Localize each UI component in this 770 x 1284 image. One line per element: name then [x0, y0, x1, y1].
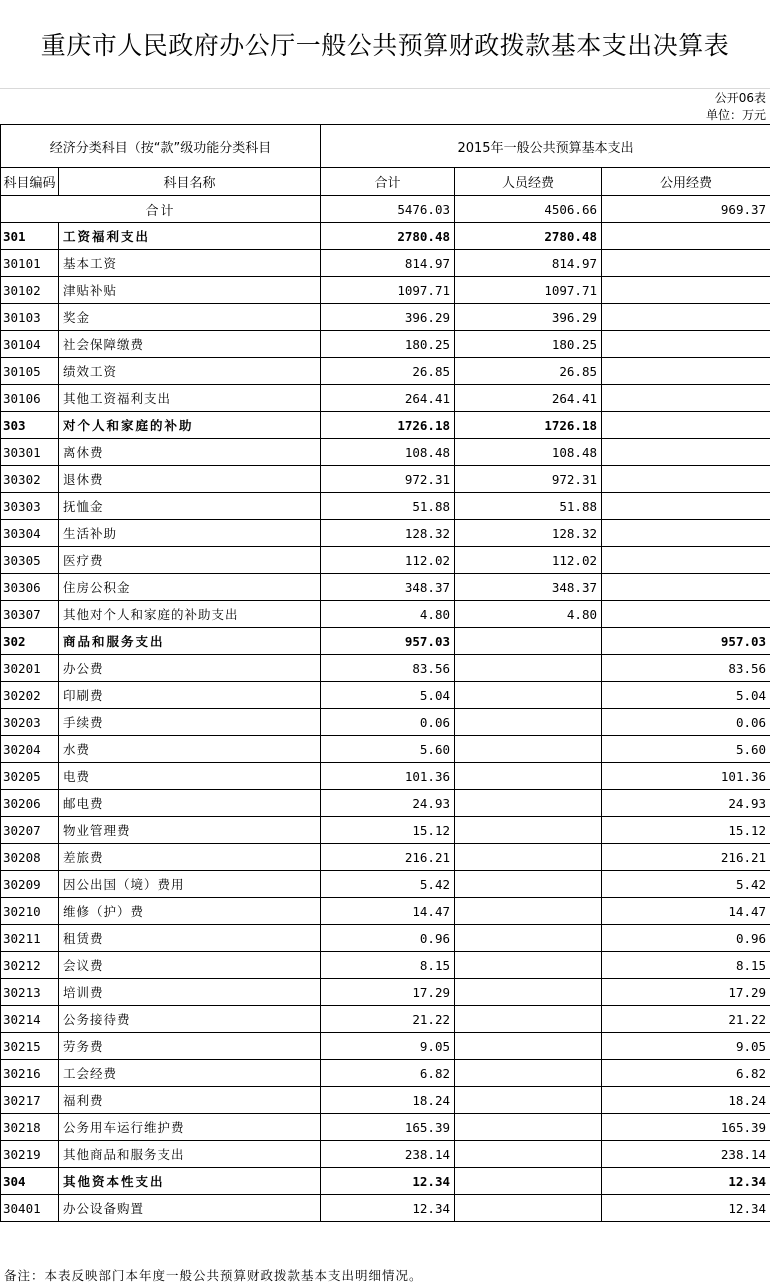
page-title: 重庆市人民政府办公厅一般公共预算财政拨款基本支出决算表 [0, 0, 770, 89]
row-personnel: 108.48 [455, 439, 602, 466]
row-total: 348.37 [321, 574, 455, 601]
row-personnel [455, 844, 602, 871]
row-code: 30205 [1, 763, 59, 790]
row-name: 其他对个人和家庭的补助支出 [59, 601, 321, 628]
row-name: 基本工资 [59, 250, 321, 277]
row-personnel: 26.85 [455, 358, 602, 385]
table-row [1, 412, 770, 439]
row-public: 0.06 [602, 709, 770, 736]
row-personnel: 264.41 [455, 385, 602, 412]
code-header: 科目编码 [1, 168, 59, 196]
table-row [1, 520, 770, 547]
row-name: 离休费 [59, 439, 321, 466]
table-row [1, 817, 770, 844]
row-total: 12.34 [321, 1195, 455, 1222]
row-total: 5.60 [321, 736, 455, 763]
table-row [1, 547, 770, 574]
row-code: 30103 [1, 304, 59, 331]
row-name: 退休费 [59, 466, 321, 493]
row-code: 30305 [1, 547, 59, 574]
row-total: 0.96 [321, 925, 455, 952]
table-row [1, 1168, 770, 1195]
row-total: 14.47 [321, 898, 455, 925]
row-code: 30211 [1, 925, 59, 952]
row-public [602, 601, 770, 628]
table-row [1, 1195, 770, 1222]
row-name: 电费 [59, 763, 321, 790]
row-code: 30104 [1, 331, 59, 358]
table-row [1, 385, 770, 412]
row-total: 108.48 [321, 439, 455, 466]
row-total: 24.93 [321, 790, 455, 817]
row-public [602, 331, 770, 358]
total-row-total: 5476.03 [321, 196, 455, 223]
row-personnel [455, 628, 602, 655]
row-personnel [455, 790, 602, 817]
row-public [602, 358, 770, 385]
row-name: 对个人和家庭的补助 [59, 412, 321, 439]
row-personnel [455, 1141, 602, 1168]
row-personnel [455, 1087, 602, 1114]
row-code: 30219 [1, 1141, 59, 1168]
row-public: 17.29 [602, 979, 770, 1006]
row-code: 30201 [1, 655, 59, 682]
row-code: 30210 [1, 898, 59, 925]
row-public [602, 493, 770, 520]
row-total: 18.24 [321, 1087, 455, 1114]
row-personnel [455, 1006, 602, 1033]
row-code: 30213 [1, 979, 59, 1006]
row-public: 6.82 [602, 1060, 770, 1087]
row-total: 180.25 [321, 331, 455, 358]
row-name: 办公费 [59, 655, 321, 682]
row-public [602, 574, 770, 601]
row-public [602, 439, 770, 466]
table-row [1, 628, 770, 655]
row-personnel [455, 1168, 602, 1195]
row-name: 住房公积金 [59, 574, 321, 601]
table-row [1, 574, 770, 601]
row-public: 5.04 [602, 682, 770, 709]
row-code: 30216 [1, 1060, 59, 1087]
row-public [602, 547, 770, 574]
row-name: 物业管理费 [59, 817, 321, 844]
row-public [602, 412, 770, 439]
row-code: 30307 [1, 601, 59, 628]
row-name: 公务用车运行维护费 [59, 1114, 321, 1141]
row-code: 30301 [1, 439, 59, 466]
row-personnel [455, 1033, 602, 1060]
table-row [1, 763, 770, 790]
total-row-personnel: 4506.66 [455, 196, 602, 223]
row-personnel [455, 952, 602, 979]
row-total: 21.22 [321, 1006, 455, 1033]
row-public: 957.03 [602, 628, 770, 655]
row-public [602, 385, 770, 412]
table-row [1, 601, 770, 628]
econ-class-header: 经济分类科目（按“款”级功能分类科目 [1, 125, 321, 168]
row-name: 生活补助 [59, 520, 321, 547]
row-total: 2780.48 [321, 223, 455, 250]
row-name: 抚恤金 [59, 493, 321, 520]
name-header: 科目名称 [59, 168, 321, 196]
table-row [1, 736, 770, 763]
row-code: 30303 [1, 493, 59, 520]
row-personnel [455, 682, 602, 709]
row-personnel: 1726.18 [455, 412, 602, 439]
row-code: 30207 [1, 817, 59, 844]
expenditure-table [0, 124, 770, 1222]
row-public: 216.21 [602, 844, 770, 871]
row-name: 绩效工资 [59, 358, 321, 385]
row-personnel: 814.97 [455, 250, 602, 277]
row-total: 12.34 [321, 1168, 455, 1195]
row-code: 30209 [1, 871, 59, 898]
row-code: 30215 [1, 1033, 59, 1060]
row-public [602, 277, 770, 304]
row-personnel [455, 1060, 602, 1087]
row-public: 18.24 [602, 1087, 770, 1114]
table-row [1, 466, 770, 493]
row-public: 12.34 [602, 1168, 770, 1195]
row-name: 商品和服务支出 [59, 628, 321, 655]
public-header: 公用经费 [602, 168, 770, 196]
table-row [1, 1006, 770, 1033]
row-personnel [455, 655, 602, 682]
row-name: 租赁费 [59, 925, 321, 952]
row-code: 30302 [1, 466, 59, 493]
row-public: 101.36 [602, 763, 770, 790]
row-total: 972.31 [321, 466, 455, 493]
row-total: 26.85 [321, 358, 455, 385]
row-public: 0.96 [602, 925, 770, 952]
row-public: 21.22 [602, 1006, 770, 1033]
row-name: 工会经费 [59, 1060, 321, 1087]
table-row [1, 331, 770, 358]
total-header: 合计 [321, 168, 455, 196]
row-personnel [455, 979, 602, 1006]
row-name: 印刷费 [59, 682, 321, 709]
unit-label [0, 106, 770, 123]
row-total: 5.42 [321, 871, 455, 898]
row-code: 30102 [1, 277, 59, 304]
row-public [602, 520, 770, 547]
table-row [1, 1060, 770, 1087]
row-total: 4.80 [321, 601, 455, 628]
table-row [1, 493, 770, 520]
row-personnel: 396.29 [455, 304, 602, 331]
row-personnel [455, 709, 602, 736]
row-personnel: 1097.71 [455, 277, 602, 304]
form-number [0, 89, 770, 106]
row-total: 6.82 [321, 1060, 455, 1087]
header-row-1 [1, 125, 770, 168]
row-total: 1726.18 [321, 412, 455, 439]
row-personnel: 348.37 [455, 574, 602, 601]
row-total: 5.04 [321, 682, 455, 709]
table-row [1, 655, 770, 682]
row-name: 手续费 [59, 709, 321, 736]
form-number-text: 公开06表 [714, 91, 766, 105]
row-code: 30203 [1, 709, 59, 736]
unit-text: 单位：万元 [705, 108, 766, 122]
row-name: 医疗费 [59, 547, 321, 574]
table-row [1, 871, 770, 898]
row-personnel: 128.32 [455, 520, 602, 547]
row-code: 30208 [1, 844, 59, 871]
row-name: 水费 [59, 736, 321, 763]
row-total: 396.29 [321, 304, 455, 331]
table-row [1, 952, 770, 979]
row-public: 9.05 [602, 1033, 770, 1060]
row-total: 0.06 [321, 709, 455, 736]
row-code: 30217 [1, 1087, 59, 1114]
table-row [1, 1141, 770, 1168]
row-total: 112.02 [321, 547, 455, 574]
table-row [1, 358, 770, 385]
header-row-2 [1, 168, 770, 196]
row-total: 128.32 [321, 520, 455, 547]
row-total: 83.56 [321, 655, 455, 682]
row-public [602, 466, 770, 493]
row-code: 303 [1, 412, 59, 439]
row-name: 维修（护）费 [59, 898, 321, 925]
table-row [1, 250, 770, 277]
row-personnel: 4.80 [455, 601, 602, 628]
row-public [602, 223, 770, 250]
row-total: 15.12 [321, 817, 455, 844]
row-code: 30206 [1, 790, 59, 817]
row-public: 15.12 [602, 817, 770, 844]
row-name: 奖金 [59, 304, 321, 331]
row-personnel [455, 925, 602, 952]
row-code: 30306 [1, 574, 59, 601]
row-code: 30204 [1, 736, 59, 763]
row-code: 30218 [1, 1114, 59, 1141]
table-row [1, 925, 770, 952]
row-code: 301 [1, 223, 59, 250]
table-row [1, 790, 770, 817]
row-name: 差旅费 [59, 844, 321, 871]
row-code: 30214 [1, 1006, 59, 1033]
table-row [1, 979, 770, 1006]
row-total: 238.14 [321, 1141, 455, 1168]
row-personnel [455, 898, 602, 925]
row-total: 51.88 [321, 493, 455, 520]
row-total: 1097.71 [321, 277, 455, 304]
row-name: 劳务费 [59, 1033, 321, 1060]
row-public: 238.14 [602, 1141, 770, 1168]
footnote: 备注：本表反映部门本年度一般公共预算财政拨款基本支出明细情况。 [4, 1268, 423, 1283]
row-name: 社会保障缴费 [59, 331, 321, 358]
personnel-header: 人员经费 [455, 168, 602, 196]
row-public: 5.42 [602, 871, 770, 898]
row-personnel [455, 871, 602, 898]
table-row [1, 898, 770, 925]
row-name: 因公出国（境）费用 [59, 871, 321, 898]
row-name: 办公设备购置 [59, 1195, 321, 1222]
row-personnel [455, 1114, 602, 1141]
row-name: 其他工资福利支出 [59, 385, 321, 412]
table-row [1, 1087, 770, 1114]
row-name: 其他资本性支出 [59, 1168, 321, 1195]
row-public: 12.34 [602, 1195, 770, 1222]
row-total: 9.05 [321, 1033, 455, 1060]
total-row [1, 196, 770, 223]
row-name: 邮电费 [59, 790, 321, 817]
row-name: 会议费 [59, 952, 321, 979]
total-row-public: 969.37 [602, 196, 770, 223]
row-code: 304 [1, 1168, 59, 1195]
row-public: 14.47 [602, 898, 770, 925]
row-code: 30106 [1, 385, 59, 412]
row-personnel: 2780.48 [455, 223, 602, 250]
row-code: 302 [1, 628, 59, 655]
table-row [1, 844, 770, 871]
row-code: 30202 [1, 682, 59, 709]
row-total: 101.36 [321, 763, 455, 790]
table-row [1, 223, 770, 250]
row-personnel: 112.02 [455, 547, 602, 574]
table-row [1, 1033, 770, 1060]
row-name: 福利费 [59, 1087, 321, 1114]
row-name: 培训费 [59, 979, 321, 1006]
row-total: 957.03 [321, 628, 455, 655]
row-total: 814.97 [321, 250, 455, 277]
row-total: 216.21 [321, 844, 455, 871]
row-personnel: 180.25 [455, 331, 602, 358]
row-code: 30304 [1, 520, 59, 547]
row-code: 30212 [1, 952, 59, 979]
row-name: 其他商品和服务支出 [59, 1141, 321, 1168]
row-personnel [455, 763, 602, 790]
row-name: 工资福利支出 [59, 223, 321, 250]
row-public: 5.60 [602, 736, 770, 763]
row-public: 165.39 [602, 1114, 770, 1141]
row-public: 24.93 [602, 790, 770, 817]
table-row [1, 709, 770, 736]
row-public [602, 250, 770, 277]
row-name: 津贴补贴 [59, 277, 321, 304]
row-public: 83.56 [602, 655, 770, 682]
row-personnel [455, 736, 602, 763]
row-name: 公务接待费 [59, 1006, 321, 1033]
total-row-label: 合计 [1, 196, 321, 223]
table-row [1, 1114, 770, 1141]
table-row [1, 277, 770, 304]
row-personnel [455, 1195, 602, 1222]
row-public: 8.15 [602, 952, 770, 979]
row-total: 165.39 [321, 1114, 455, 1141]
budget-year-header: 2015年一般公共预算基本支出 [321, 125, 770, 168]
table-row [1, 439, 770, 466]
row-total: 17.29 [321, 979, 455, 1006]
row-code: 30105 [1, 358, 59, 385]
row-total: 8.15 [321, 952, 455, 979]
row-public [602, 304, 770, 331]
table-row [1, 682, 770, 709]
row-personnel: 972.31 [455, 466, 602, 493]
row-personnel [455, 817, 602, 844]
table-row [1, 304, 770, 331]
row-personnel: 51.88 [455, 493, 602, 520]
row-code: 30101 [1, 250, 59, 277]
row-total: 264.41 [321, 385, 455, 412]
row-code: 30401 [1, 1195, 59, 1222]
